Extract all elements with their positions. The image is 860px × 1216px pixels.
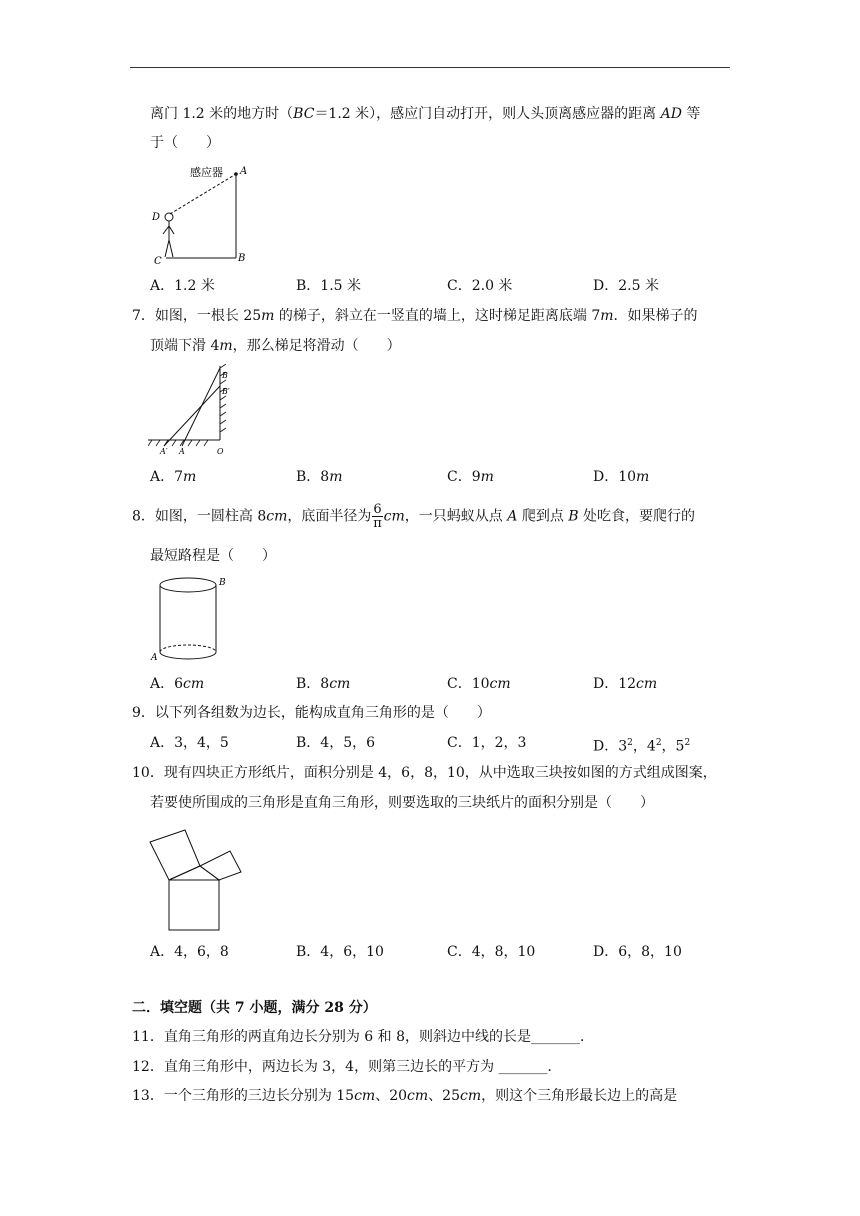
q13-unit-1: cm <box>354 1088 376 1104</box>
q8-text-b: ，底面半径为 <box>287 508 372 525</box>
q6-text-c: ＝1.2 米），感应门自动打开，则人头顶离感应器的距离 <box>314 106 661 122</box>
q8-point-a: A <box>507 508 518 525</box>
q6-fig-sensor-label: 感应器 <box>190 167 223 179</box>
q8-line2: 最短路程是（ ） <box>150 548 276 564</box>
q8-option-d[interactable] <box>593 674 657 694</box>
q7-option-b-text: B．8 <box>296 469 330 485</box>
q8-frac-den: π <box>373 516 382 531</box>
q13-line1 <box>132 1086 677 1106</box>
q7-option-a[interactable] <box>150 467 196 487</box>
q10-line1: 10．现有四块正方形纸片，面积分别是 4，6，8，10，从中选取三块按如图的方式组成图案， <box>132 765 717 781</box>
q9-option-d-exp-3: 2 <box>684 738 691 748</box>
q7-option-a-text: A．7 <box>150 469 184 485</box>
q7-text-b: 的梯子，斜立在一竖直的墙上，这时梯足距离底端 7 <box>274 308 601 324</box>
q6-fig-label-d: D <box>152 212 161 223</box>
q8-text-d: 爬到点 <box>517 508 569 525</box>
q10-option-b[interactable]: B．4，6，10 <box>296 944 384 960</box>
q7-unit-2: m <box>600 308 614 324</box>
q10-line2: 若要使所围成的三角形是直角三角形，则要选取的三块纸片的面积分别是（ ） <box>150 795 654 811</box>
q8-option-b-text: B．8 <box>296 676 330 692</box>
q10-figure <box>148 826 248 934</box>
q7-option-c-unit: m <box>480 469 494 485</box>
q8-option-c-text: C．10 <box>447 676 490 692</box>
q7-option-a-unit: m <box>183 469 197 485</box>
q7-option-d-text: D．10 <box>593 469 637 485</box>
header-rule <box>130 67 730 68</box>
q10-option-c[interactable]: C．4，8，10 <box>447 944 536 960</box>
q8-option-b-unit: cm <box>329 676 351 692</box>
q6-text-e: 等 <box>681 106 701 122</box>
q9-option-d[interactable] <box>593 733 690 757</box>
q6-option-a[interactable]: A．1.2 米 <box>150 278 215 294</box>
q9-option-d-exp-2: 2 <box>655 738 662 748</box>
q8-unit-1: cm <box>266 508 288 525</box>
q7-text-c: ．如果梯子的 <box>613 308 698 324</box>
q9-line1: 9．以下列各组数为边长，能构成直角三角形的是（ ） <box>132 705 491 721</box>
q7-fig-label-o: O <box>217 447 224 456</box>
q8-unit-2: cm <box>383 508 405 525</box>
q7-text-a: 7．如图，一根长 25 <box>132 308 262 324</box>
q6-ad: AD <box>660 106 682 122</box>
q8-option-a[interactable] <box>150 674 204 694</box>
q6-bc: BC <box>293 106 315 122</box>
q7-fig-label-a: A <box>179 447 185 456</box>
q9-option-d-base-2: 4 <box>646 738 656 755</box>
q8-text-a: 8．如图，一圆柱高 8 <box>132 508 267 525</box>
q9-option-a[interactable]: A．3，4，5 <box>150 735 229 751</box>
q6-figure <box>148 160 258 268</box>
q10-option-a[interactable]: A．4，6，8 <box>150 944 229 960</box>
q9-option-d-sep-2: ， <box>661 738 676 755</box>
q6-fig-label-b: B <box>238 253 246 264</box>
q7-option-c-text: C．9 <box>447 469 481 485</box>
q9-option-c[interactable]: C．1，2，3 <box>447 735 527 751</box>
section2-title: 二．填空题（共 7 小题，满分 28 分） <box>132 1000 377 1016</box>
q6-option-b[interactable]: B．1.5 米 <box>296 278 362 294</box>
q8-fig-label-b: B <box>219 578 226 588</box>
q8-text-c: ，一只蚂蚁从点 <box>404 508 508 525</box>
q7-figure <box>148 364 238 459</box>
q13-unit-2: cm <box>407 1088 429 1104</box>
q8-option-b[interactable] <box>296 674 350 694</box>
q8-point-b: B <box>568 508 579 525</box>
q6-line1 <box>150 104 700 124</box>
q6-option-c[interactable]: C．2.0 米 <box>447 278 513 294</box>
q8-figure <box>148 574 238 666</box>
q8-option-c[interactable] <box>447 674 511 694</box>
q8-text-e: 处吃食，要爬行的 <box>578 508 696 525</box>
q8-option-a-unit: cm <box>183 676 205 692</box>
q13-sep-2: 、25 <box>428 1088 460 1104</box>
q8-option-a-text: A．6 <box>150 676 184 692</box>
q9-option-d-base-3: 5 <box>675 738 685 755</box>
q8-line1 <box>132 503 695 530</box>
q6-text-a: 离门 1.2 米的地方时（ <box>150 106 294 122</box>
q7-fig-label-b: B <box>222 371 228 380</box>
q7-text-d: 顶端下滑 4 <box>150 338 220 354</box>
q6-fig-label-a: A <box>240 166 248 177</box>
q8-fraction <box>372 503 382 530</box>
q8-fig-label-a: A <box>151 653 158 663</box>
q9-option-b[interactable]: B．4，5，6 <box>296 735 376 751</box>
q12-line1: 12．直角三角形中，两边长为 3，4，则第三边长的平方为 _______． <box>132 1059 562 1075</box>
q7-option-b-unit: m <box>329 469 343 485</box>
q7-option-d-unit: m <box>636 469 650 485</box>
q9-option-d-sep-1: ， <box>632 738 647 755</box>
q7-option-d[interactable] <box>593 467 649 487</box>
q6-line2: 于（ ） <box>150 135 220 151</box>
q10-option-d[interactable]: D．6，8，10 <box>593 944 682 960</box>
q13-sep-1: 、20 <box>375 1088 408 1104</box>
q8-option-c-unit: cm <box>489 676 511 692</box>
q7-line1 <box>132 306 698 326</box>
q7-fig-label-b-prime: B′ <box>222 387 230 396</box>
q11-line1: 11．直角三角形的两直角边长分别为 6 和 8，则斜边中线的长是_______． <box>132 1029 594 1045</box>
q7-option-b[interactable] <box>296 467 342 487</box>
q6-option-d[interactable]: D．2.5 米 <box>593 278 659 294</box>
q9-option-d-exp-1: 2 <box>627 738 633 748</box>
q8-option-d-unit: cm <box>636 676 658 692</box>
q8-option-d-text: D．12 <box>593 676 637 692</box>
q7-unit-1: m <box>261 308 275 324</box>
q7-unit-3: m <box>219 338 233 354</box>
q7-option-c[interactable] <box>447 467 494 487</box>
q9-option-d-base-1: 3 <box>618 738 628 755</box>
q13-unit-3: cm <box>460 1088 482 1104</box>
q7-text-e: ，那么梯足将滑动（ ） <box>232 338 401 354</box>
q7-line2 <box>150 336 401 356</box>
q6-fig-label-c: C <box>154 256 162 267</box>
q9-option-d-prefix: D． <box>593 738 619 755</box>
q8-frac-num: 6 <box>373 502 382 517</box>
q13-text-a: 13．一个三角形的三边长分别为 15 <box>132 1088 355 1104</box>
q13-text-b: ，则这个三角形最长边上的高是 <box>481 1088 678 1104</box>
q7-fig-label-a-prime: A′ <box>160 447 168 456</box>
